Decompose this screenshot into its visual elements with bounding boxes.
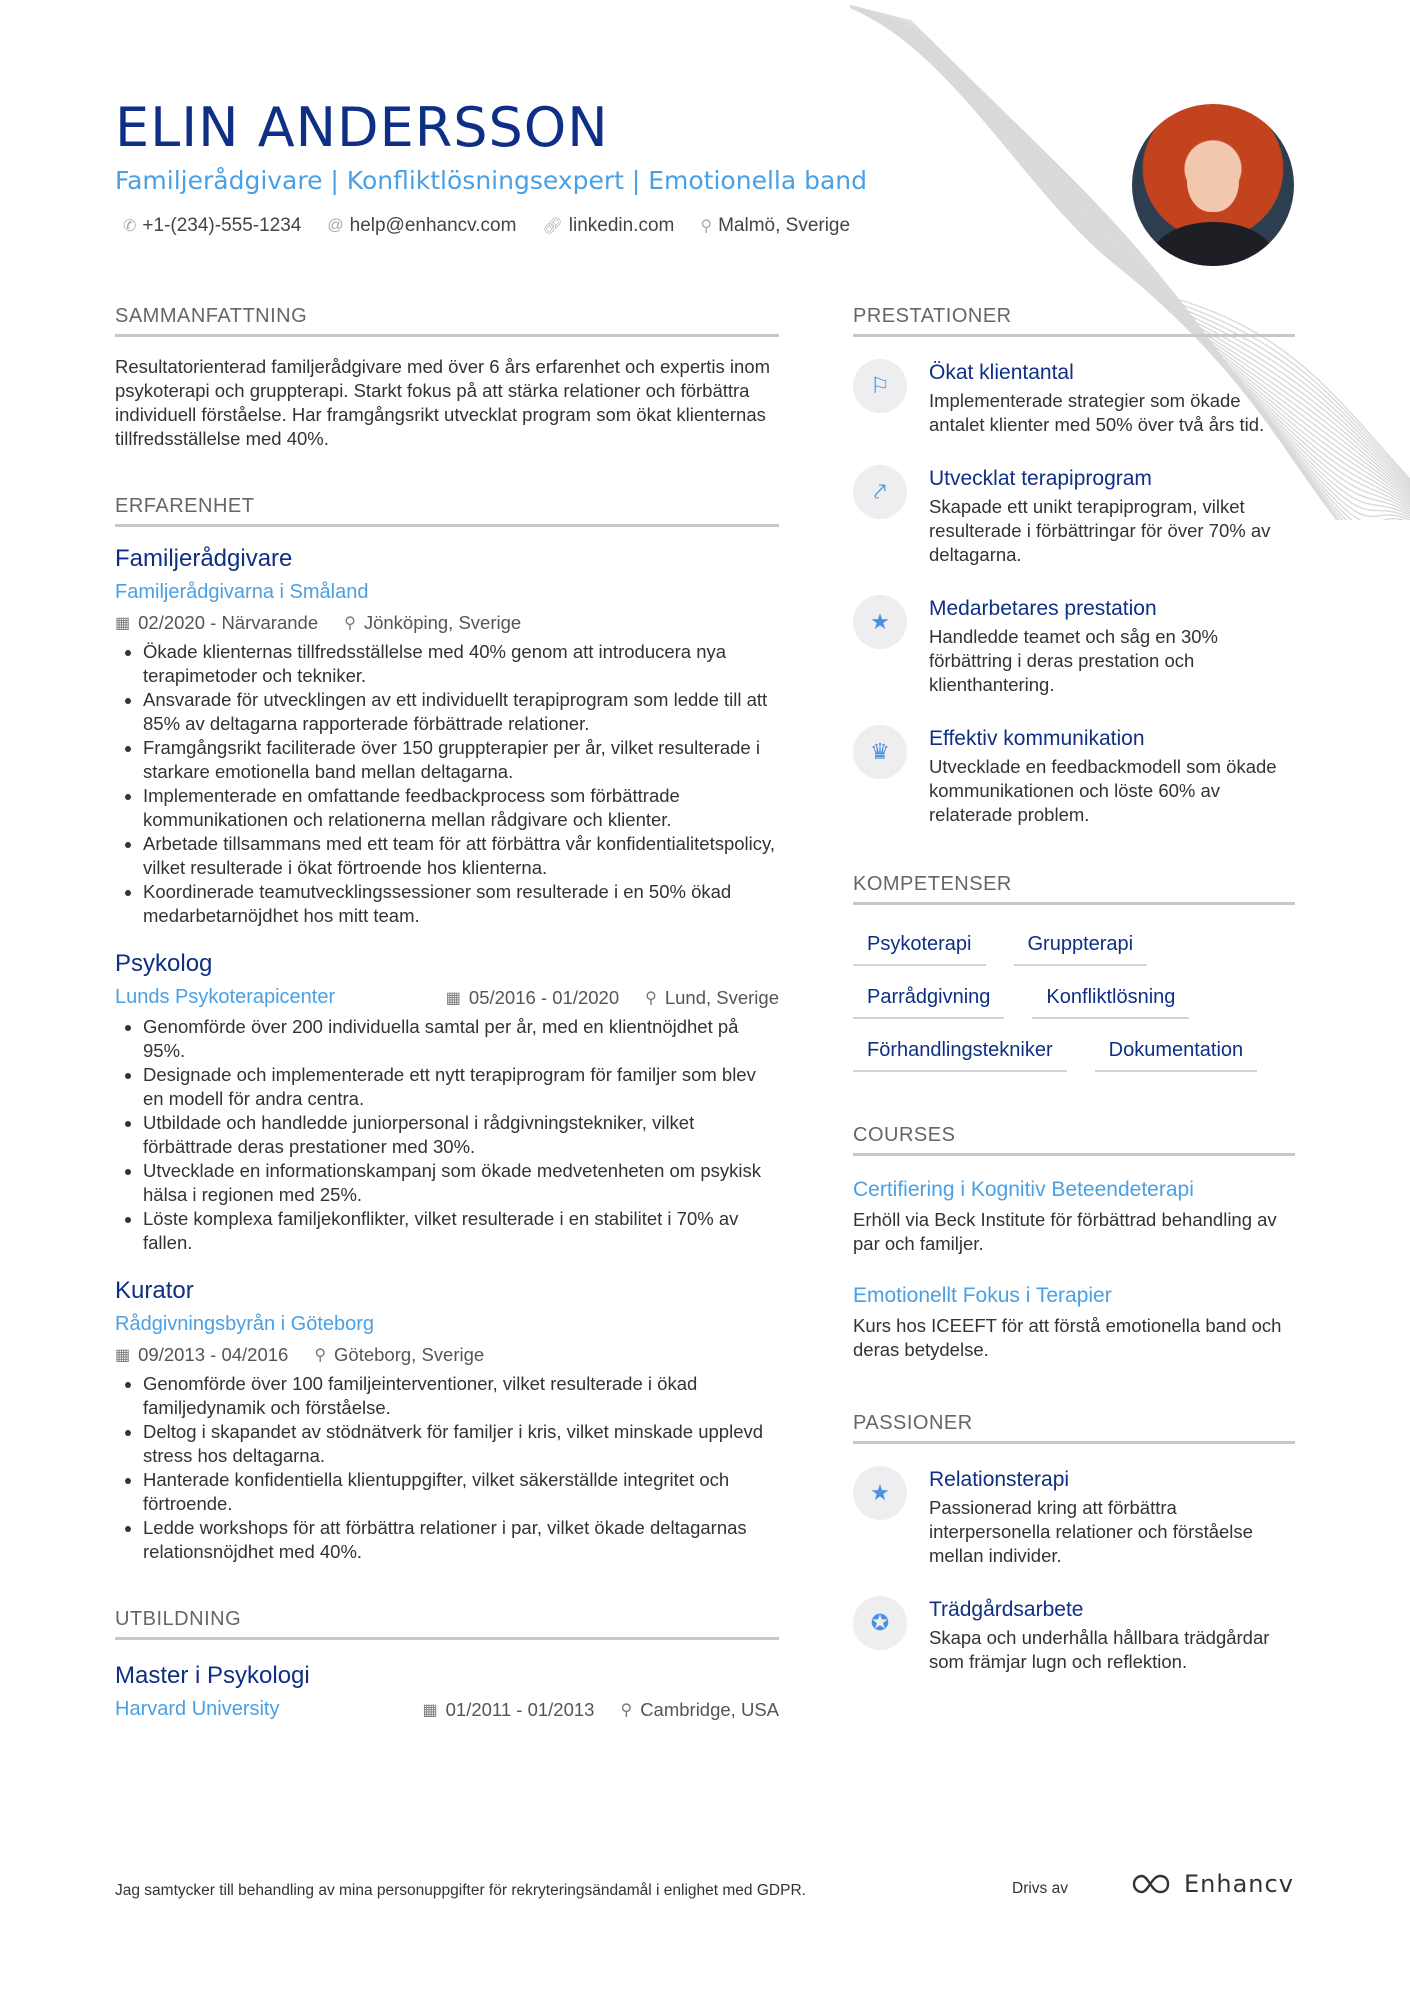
contact-phone[interactable]: ✆ +1-(234)-555-1234 bbox=[123, 215, 302, 236]
list-item: • Genomförde över 200 individuella samtal per år, med en klientnöjdhet på 95%. bbox=[143, 1015, 779, 1063]
contact-list bbox=[115, 215, 1115, 237]
job-entry bbox=[115, 545, 779, 928]
list-item: • Ledde workshops för att förbättra relationer i par, vilket ökade deltagarnas relationsnöjdhet med 40%. bbox=[143, 1516, 779, 1564]
skill-tag: Gruppterapi bbox=[1014, 927, 1148, 966]
calendar-icon: ▦ bbox=[422, 1702, 438, 1719]
job-location: ⚲ Lund, Sverige bbox=[645, 987, 779, 1008]
award-icon: ✪ bbox=[853, 1596, 907, 1650]
passions-section-title: PASSIONER bbox=[853, 1412, 1295, 1444]
candidate-headline: Familjerådgivare | Konfliktlösningsexpert | Emotionella band bbox=[115, 166, 868, 195]
contact-location: ⚲ Malmö, Sverige bbox=[700, 215, 851, 236]
summary-section-title: SAMMANFATTNING bbox=[115, 305, 779, 337]
passion-item bbox=[853, 1596, 1295, 1674]
brand-name: Enhancv bbox=[1184, 1870, 1294, 1898]
achievement-title: Utvecklat terapiprogram bbox=[929, 467, 1152, 490]
achievement-desc: Utvecklade en feedbackmodell som ökade kommunikationen och löste 60% av relaterade problem. bbox=[929, 756, 1277, 825]
course-desc: Kurs hos ICEEFT för att förstå emotionella band och deras betydelse. bbox=[853, 1315, 1282, 1360]
job-bullets bbox=[115, 1372, 779, 1564]
list-item: • Deltog i skapandet av stödnätverk för familjer i kris, vilket minskade upplevd stress hos deltagarna. bbox=[143, 1420, 779, 1468]
job-bullets bbox=[115, 640, 779, 928]
degree-title: Master i Psykologi bbox=[115, 1662, 310, 1689]
achievement-item bbox=[853, 465, 1295, 567]
list-item: • Koordinerade teamutvecklingssessioner som resulterade i en 50% ökad medarbetarnöjdhet hos mitt team. bbox=[143, 880, 779, 928]
job-location: ⚲ Göteborg, Sverige bbox=[314, 1344, 485, 1365]
achievement-item bbox=[853, 359, 1295, 437]
achievement-title: Ökat klientantal bbox=[929, 361, 1074, 384]
list-item: • Löste komplexa familjekonflikter, vilket resulterade i en stabilitet i 70% av fallen. bbox=[143, 1207, 779, 1255]
job-dates: ▦ 02/2020 - Närvarande bbox=[115, 612, 319, 633]
achievement-item bbox=[853, 595, 1295, 697]
location-pin-icon: ⚲ bbox=[620, 1702, 633, 1719]
location-pin-icon: ⚲ bbox=[344, 615, 356, 632]
job-company: Familjerådgivarna i Småland bbox=[115, 581, 369, 603]
job-dates: ▦ 05/2016 - 01/2020 bbox=[445, 987, 620, 1008]
education-section-title: UTBILDNING bbox=[115, 1608, 779, 1640]
calendar-icon: ▦ bbox=[115, 615, 131, 632]
flag-icon: ⚐ bbox=[853, 359, 907, 413]
left-column bbox=[115, 305, 779, 1721]
skill-tag: Parrådgivning bbox=[853, 980, 1004, 1019]
right-column bbox=[853, 305, 1295, 1674]
course-item bbox=[853, 1178, 1295, 1256]
achievement-desc: Skapade ett unikt terapiprogram, vilket resulterade i förbättringar för över 70% av deltagarna. bbox=[929, 496, 1271, 565]
profile-photo bbox=[1132, 104, 1294, 266]
skill-tag: Dokumentation bbox=[1095, 1033, 1258, 1072]
list-item: • Hanterade konfidentiella klientuppgifter, vilket säkerställde integritet och förtroende. bbox=[143, 1468, 779, 1516]
summary-text: Resultatorienterad familjerådgivare med över 6 års erfarenhet och expertis inom psykoterapi och gruppterapi. Starkt fokus på att stärka relationer och förbättra individuell förståelse. Har framgångsrikt utvecklat program som ökat klienternas tillfredsställelse med 40%. bbox=[115, 356, 771, 449]
magic-wand-icon: ⤤ bbox=[853, 465, 907, 519]
list-item: • Genomförde över 100 familjeinterventioner, vilket resulterade i ökad familjedynamik och förståelse. bbox=[143, 1372, 779, 1420]
resume-header bbox=[115, 96, 1115, 237]
job-title: Psykolog bbox=[115, 950, 213, 977]
course-title: Certifiering i Kognitiv Beteendeterapi bbox=[853, 1178, 1194, 1201]
list-item: • Ökade klienternas tillfredsställelse med 40% genom att introducera nya terapimetoder och tekniker. bbox=[143, 640, 779, 688]
course-desc: Erhöll via Beck Institute för förbättrad behandling av par och familjer. bbox=[853, 1209, 1277, 1254]
skill-tag: Konfliktlösning bbox=[1032, 980, 1189, 1019]
list-item: • Framgångsrikt faciliterade över 150 gruppterapier per år, vilket resulterade i starkare emotionella band mellan deltagarna. bbox=[143, 736, 779, 784]
skill-tag: Förhandlingstekniker bbox=[853, 1033, 1067, 1072]
list-item: • Arbetade tillsammans med ett team för att förbättra vår konfidentialitetspolicy, vilket resulterade i ökat förtroende hos klienterna. bbox=[143, 832, 779, 880]
job-company: Lunds Psykoterapicenter bbox=[115, 986, 336, 1008]
list-item: • Utbildade och handledde juniorpersonal i rådgivningstekniker, vilket förbättrade deras prestationer med 30%. bbox=[143, 1111, 779, 1159]
achievements-section-title: PRESTATIONER bbox=[853, 305, 1295, 337]
achievement-desc: Handledde teamet och såg en 30% förbättring i deras prestation och klienthantering. bbox=[929, 626, 1219, 695]
star-icon: ★ bbox=[853, 595, 907, 649]
education-entry bbox=[115, 1662, 779, 1721]
course-title: Emotionellt Fokus i Terapier bbox=[853, 1284, 1112, 1307]
contact-linkedin[interactable]: 🔗︎ linkedin.com bbox=[542, 215, 675, 236]
job-bullets bbox=[115, 1015, 779, 1255]
calendar-icon: ▦ bbox=[445, 990, 461, 1007]
achievement-item bbox=[853, 725, 1295, 827]
job-entry bbox=[115, 1277, 779, 1564]
phone-icon: ✆ bbox=[123, 218, 137, 235]
education-dates: ▦ 01/2011 - 01/2013 bbox=[422, 1699, 595, 1720]
skill-tag: Psykoterapi bbox=[853, 927, 986, 966]
brand-logo[interactable] bbox=[1130, 1870, 1294, 1898]
job-title: Kurator bbox=[115, 1277, 194, 1304]
passion-title: Relationsterapi bbox=[929, 1468, 1070, 1491]
job-title: Familjerådgivare bbox=[115, 545, 293, 572]
job-entry bbox=[115, 950, 779, 1255]
skills-section-title: KOMPETENSER bbox=[853, 873, 1295, 905]
at-icon: @ bbox=[327, 217, 344, 234]
achievement-title: Medarbetares prestation bbox=[929, 597, 1157, 620]
location-pin-icon: ⚲ bbox=[645, 990, 657, 1007]
contact-email[interactable]: @ help@enhancv.com bbox=[327, 215, 517, 236]
link-icon: 🔗︎ bbox=[542, 218, 563, 235]
achievement-desc: Implementerade strategier som ökade antalet klienter med 50% över två års tid. bbox=[929, 390, 1265, 435]
passion-title: Trädgårdsarbete bbox=[929, 1598, 1084, 1621]
gdpr-consent: Jag samtycker till behandling av mina personuppgifter för rekryteringsändamål i enlighet med GDPR. bbox=[115, 1882, 806, 1899]
job-company: Rådgivningsbyrån i Göteborg bbox=[115, 1313, 375, 1335]
infinity-icon bbox=[1130, 1872, 1176, 1896]
job-dates: ▦ 09/2013 - 04/2016 bbox=[115, 1344, 289, 1365]
list-item: • Implementerade en omfattande feedbackprocess som förbättrade kommunikationen och relationerna mellan rådgivare och klienter. bbox=[143, 784, 779, 832]
achievement-title: Effektiv kommunikation bbox=[929, 727, 1145, 750]
candidate-name: ELIN ANDERSSON bbox=[115, 96, 609, 159]
list-item: • Ansvarade för utvecklingen av ett individuellt terapiprogram som ledde till att 85% av deltagarna rapporterade förbättrade relationer. bbox=[143, 688, 779, 736]
passion-desc: Skapa och underhålla hållbara trädgårdar som främjar lugn och reflektion. bbox=[929, 1627, 1270, 1672]
location-pin-icon: ⚲ bbox=[700, 218, 713, 235]
list-item: • Utvecklade en informationskampanj som ökade medvetenheten om psykisk hälsa i regionen med 25%. bbox=[143, 1159, 779, 1207]
trophy-icon: ♛ bbox=[853, 725, 907, 779]
education-location: ⚲ Cambridge, USA bbox=[620, 1699, 779, 1720]
job-location: ⚲ Jönköping, Sverige bbox=[344, 612, 522, 633]
calendar-icon: ▦ bbox=[115, 1347, 131, 1364]
star-icon: ★ bbox=[853, 1466, 907, 1520]
passion-desc: Passionerad kring att förbättra interpersonella relationer och förståelse mellan individer. bbox=[929, 1497, 1253, 1566]
course-item bbox=[853, 1284, 1295, 1362]
school-name: Harvard University bbox=[115, 1698, 280, 1720]
experience-section-title: ERFARENHET bbox=[115, 495, 779, 527]
passion-item bbox=[853, 1466, 1295, 1568]
courses-section-title: COURSES bbox=[853, 1124, 1295, 1156]
location-pin-icon: ⚲ bbox=[314, 1347, 327, 1364]
list-item: • Designade och implementerade ett nytt terapiprogram för familjer som blev en modell för andra centra. bbox=[143, 1063, 779, 1111]
skills-list bbox=[853, 927, 1295, 1072]
powered-by-label: Drivs av bbox=[1012, 1880, 1068, 1897]
